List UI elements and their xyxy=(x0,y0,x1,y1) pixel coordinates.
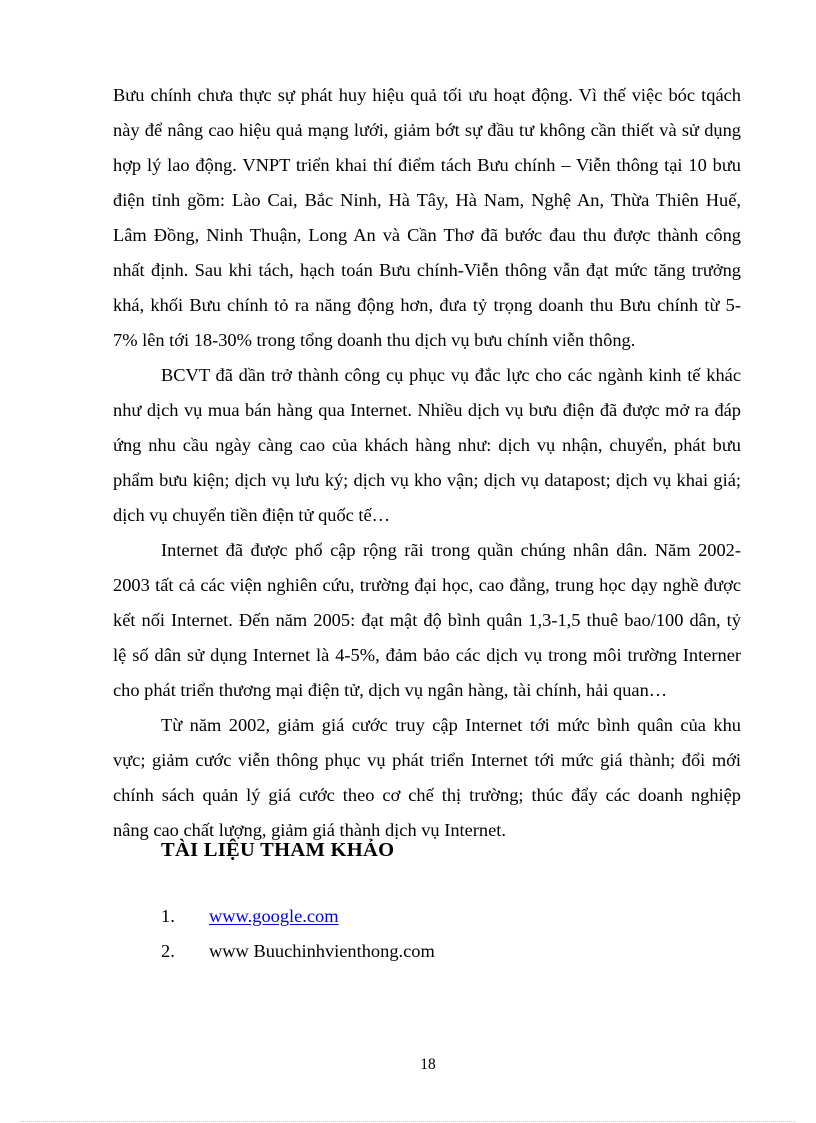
body-text-line: ứng nhu cầu ngày càng cao của khách hàng như: dịch vụ nhận, chuyển, phát bưu xyxy=(113,435,741,455)
body-text-line: này để nâng cao hiệu quả mạng lưới, giảm bớt sự đầu tư không cần thiết và sử dụng xyxy=(113,120,741,140)
body-text-line: chính sách quản lý giá cước theo cơ chế thị trường; thúc đẩy các doanh nghiệp xyxy=(113,785,741,805)
body-text-line: BCVT đã dần trở thành công cụ phục vụ đắc lực cho các ngành kinh tế khác xyxy=(161,365,741,385)
reference-number: 2. xyxy=(161,941,175,961)
body-text-line: nâng cao chất lượng, giảm giá thành dịch vụ Internet. xyxy=(113,820,507,840)
body-text-line: lệ số dân sử dụng Internet là 4-5%, đảm bảo các dịch vụ trong môi trường Interner xyxy=(113,645,741,665)
body-text-line: Internet đã được phổ cập rộng rãi trong quần chúng nhân dân. Năm 2002- xyxy=(161,540,741,560)
body-text-line: 2003 tất cả các viện nghiên cứu, trường đại học, cao đẳng, trung học dạy nghề được xyxy=(113,575,741,595)
body-text-line: 7% lên tới 18-30% trong tổng doanh thu dịch vụ bưu chính viễn thông. xyxy=(113,330,636,350)
page-bottom-divider xyxy=(20,1121,796,1122)
page-number: 18 xyxy=(420,1056,436,1073)
body-text-line: dịch vụ chuyển tiền điện tử quốc tế… xyxy=(113,505,391,525)
body-text-line: kết nối Internet. Đến năm 2005: đạt mật độ bình quân 1,3-1,5 thuê bao/100 dân, tỷ xyxy=(113,610,741,630)
body-text-line: Bưu chính chưa thực sự phát huy hiệu quả tối ưu hoạt động. Vì thế việc bóc tqách xyxy=(113,85,741,105)
references-heading: TÀI LIỆU THAM KHẢO xyxy=(161,839,395,861)
body-text-line: khá, khối Bưu chính tỏ ra năng động hơn, đưa tỷ trọng doanh thu Bưu chính từ 5- xyxy=(113,295,741,315)
reference-link-text[interactable]: www.google.com xyxy=(209,906,339,926)
reference-number: 1. xyxy=(161,906,175,926)
reference-item-text: www Buuchinhvienthong.com xyxy=(209,941,435,961)
body-text-line: điện tỉnh gồm: Lào Cai, Bắc Ninh, Hà Tây, Hà Nam, Nghệ An, Thừa Thiên Huế, xyxy=(113,190,741,210)
body-text-line: cho phát triển thương mại điện tử, dịch vụ ngân hàng, tài chính, hải quan… xyxy=(113,680,668,700)
body-text-line: phẩm bưu kiện; dịch vụ lưu ký; dịch vụ kho vận; dịch vụ datapost; dịch vụ khai giá; xyxy=(113,470,741,490)
body-text-line: Lâm Đồng, Ninh Thuận, Long An và Cần Thơ đã bước đau thu được thành công xyxy=(113,225,741,245)
body-text-line: nhất định. Sau khi tách, hạch toán Bưu chính-Viễn thông vẫn đạt mức tăng trưởng xyxy=(113,260,741,280)
body-text-line: như dịch vụ mua bán hàng qua Internet. Nhiều dịch vụ bưu điện đã được mở ra đáp xyxy=(113,400,741,420)
body-text-line: vực; giảm cước viễn thông phục vụ phát triển Internet tới mức giá thành; đổi mới xyxy=(113,750,741,770)
reference-item-link[interactable] xyxy=(209,905,339,927)
body-text-line: Từ năm 2002, giảm giá cước truy cập Internet tới mức bình quân của khu xyxy=(161,715,741,735)
body-text-line: hợp lý lao động. VNPT triển khai thí điểm tách Bưu chính – Viễn thông tại 10 bưu xyxy=(113,155,741,175)
